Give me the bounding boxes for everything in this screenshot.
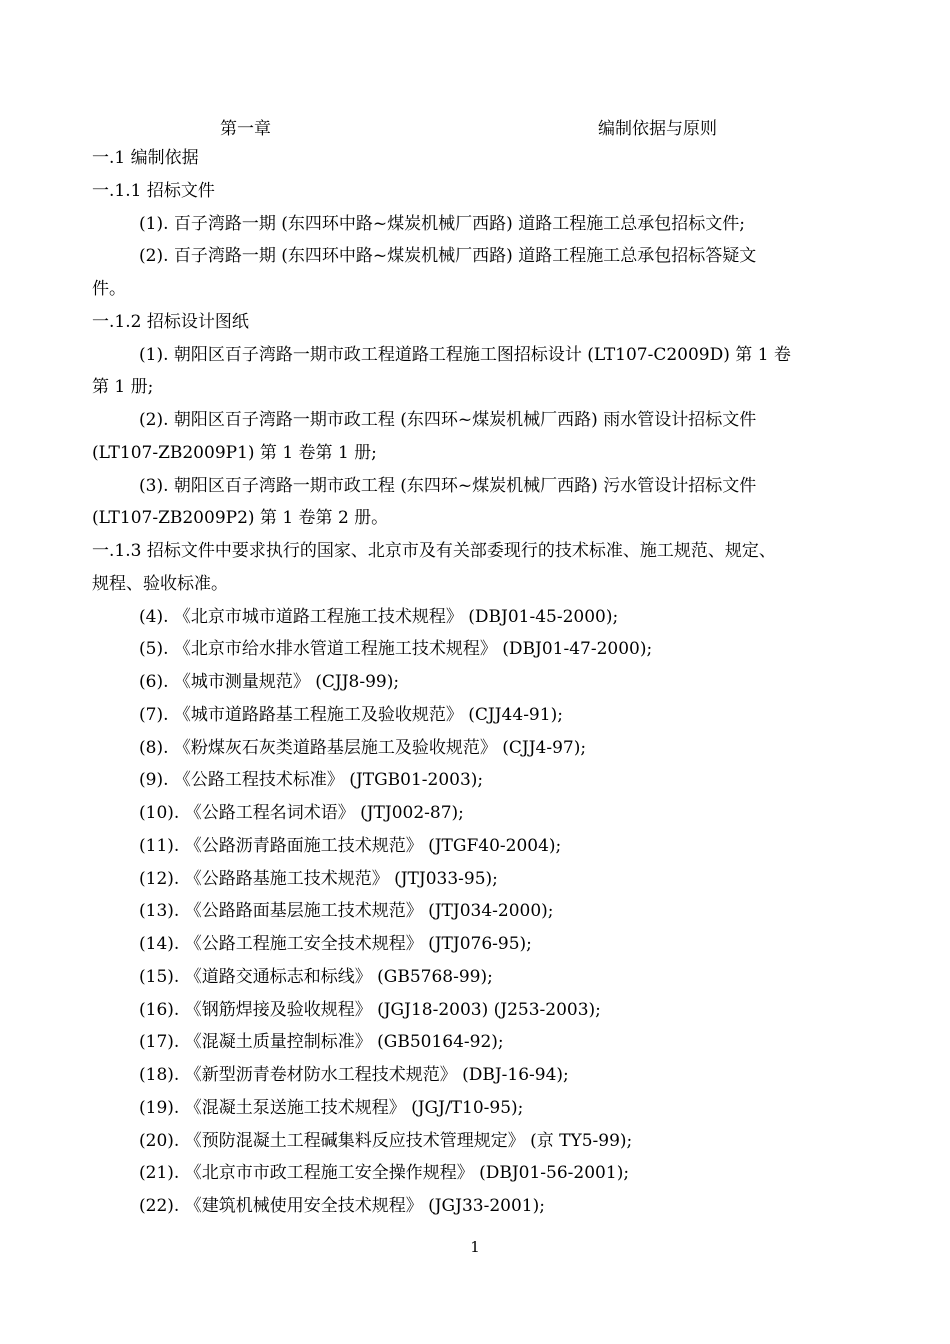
text-line: (11). 《公路沥青路面施工技术规范》 (JTGF40-2004); [139, 835, 562, 856]
text-line: (4). 《北京市城市道路工程施工技术规程》 (DBJ01-45-2000); [139, 606, 619, 627]
text-line: 一.1.2 招标设计图纸 [92, 311, 249, 332]
chapter-title: 编制依据与原则 [598, 119, 717, 139]
text-line: (21). 《北京市市政工程施工安全操作规程》 (DBJ01-56-2001); [139, 1163, 630, 1184]
text-line: (5). 《北京市给水排水管道工程施工技术规程》 (DBJ01-47-2000); [139, 639, 653, 660]
text-line: (LT107-ZB2009P1) 第 1 卷第 1 册; [92, 442, 377, 463]
text-line: (13). 《公路路面基层施工技术规范》 (JTJ034-2000); [139, 901, 554, 922]
text-line: 一.1.3 招标文件中要求执行的国家、北京市及有关部委现行的技术标准、施工规范、规定、 [92, 541, 776, 561]
text-line: (6). 《城市测量规范》 (CJJ8-99); [139, 672, 400, 692]
text-line: (22). 《建筑机械使用安全技术规程》 (JGJ33-2001); [139, 1196, 545, 1216]
text-line: (2). 百子湾路一期 (东四环中路~煤炭机械厂西路) 道路工程施工总承包招标答疑文 [139, 246, 757, 267]
text-line: (16). 《钢筋焊接及验收规程》 (JGJ18-2003) (J253-2003); [139, 999, 601, 1020]
text-line: (19). 《混凝土泵送施工技术规程》 (JGJ/T10-95); [139, 1097, 524, 1118]
text-line: 第 1 册; [92, 377, 154, 398]
text-line: 件。 [92, 279, 126, 299]
text-line: (20). 《预防混凝土工程碱集料反应技术管理规定》 (京 TY5-99); [139, 1130, 633, 1151]
text-line: (8). 《粉煤灰石灰类道路基层施工及验收规范》 (CJJ4-97); [139, 737, 587, 758]
text-line: (15). 《道路交通标志和标线》 (GB5768-99); [139, 966, 493, 987]
page-number: 1 [470, 1238, 480, 1256]
text-line: (2). 朝阳区百子湾路一期市政工程 (东四环~煤炭机械厂西路) 雨水管设计招标文件 [139, 410, 757, 430]
chapter-heading [0, 114, 950, 140]
text-line: (14). 《公路工程施工安全技术规程》 (JTJ076-95); [139, 934, 532, 954]
text-line: (10). 《公路工程名词术语》 (JTJ002-87); [139, 803, 464, 823]
text-line: 一.1.1 招标文件 [92, 180, 215, 201]
text-line: (12). 《公路路基施工技术规范》 (JTJ033-95); [139, 868, 498, 889]
chapter-number: 第一章 [220, 119, 271, 139]
text-line: 规程、验收标准。 [92, 573, 228, 594]
text-line: (17). 《混凝土质量控制标准》 (GB50164-92); [139, 1032, 504, 1053]
text-line: (18). 《新型沥青卷材防水工程技术规范》 (DBJ-16-94); [139, 1065, 569, 1085]
text-line: (1). 百子湾路一期 (东四环中路~煤炭机械厂西路) 道路工程施工总承包招标文件; [139, 213, 745, 234]
text-line: (1). 朝阳区百子湾路一期市政工程道路工程施工图招标设计 (LT107-C2009D) 第 1 卷 [139, 344, 791, 365]
text-line: (LT107-ZB2009P2) 第 1 卷第 2 册。 [92, 508, 389, 529]
text-line: (3). 朝阳区百子湾路一期市政工程 (东四环~煤炭机械厂西路) 污水管设计招标文件 [139, 475, 757, 496]
text-line: (9). 《公路工程技术标准》 (JTGB01-2003); [139, 770, 484, 791]
text-line: 一.1 编制依据 [92, 148, 199, 168]
text-line: (7). 《城市道路路基工程施工及验收规范》 (CJJ44-91); [139, 704, 563, 725]
